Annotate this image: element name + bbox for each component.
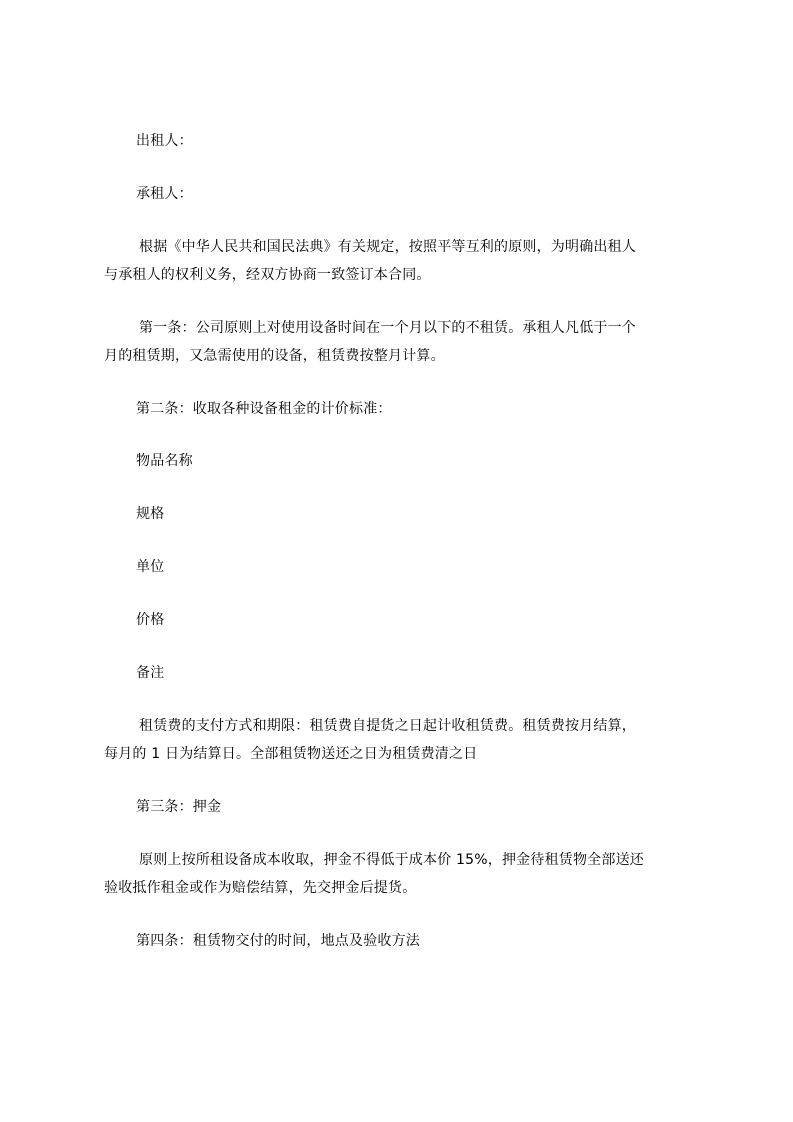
article2-title: 第二条：收取各种设备租金的计价标准： <box>136 401 392 417</box>
article1-line-1: 第一条：公司原则上对使用设备时间在一个月以下的不租赁。承租人凡低于一个 <box>139 320 636 336</box>
article4-title: 第四条：租赁物交付的时间，地点及验收方法 <box>136 933 420 949</box>
intro-line-1: 根据《中华人民共和国民法典》有关规定，按照平等互利的原则，为明确出租人 <box>139 239 636 255</box>
deposit-line-2: 验收抵作租金或作为赔偿结算，先交押金后提货。 <box>104 880 417 896</box>
price-field-spec: 规格 <box>136 506 165 522</box>
intro-line-2: 与承租人的权利义务，经双方协商一致签订本合同。 <box>104 267 431 283</box>
deposit-line-1: 原则上按所租设备成本收取，押金不得低于成本价 15%，押金待租赁物全部送还 <box>139 852 644 868</box>
article1-line-2: 月的租赁期，又急需使用的设备，租赁费按整月计算。 <box>104 348 445 364</box>
lessor-label: 出租人： <box>136 133 193 149</box>
price-field-price: 价格 <box>136 612 165 628</box>
lessee-label: 承租人： <box>136 186 193 202</box>
price-field-unit: 单位 <box>136 559 165 575</box>
price-field-item-name: 物品名称 <box>136 453 193 469</box>
article3-title: 第三条：押金 <box>136 799 222 815</box>
payment-line-1: 租赁费的支付方式和期限：租赁费自提货之日起计收租赁费。租赁费按月结算， <box>139 718 636 734</box>
price-field-remarks: 备注 <box>136 665 165 681</box>
payment-line-2: 每月的 1 日为结算日。全部租赁物送还之日为租赁费清之日 <box>104 746 478 762</box>
